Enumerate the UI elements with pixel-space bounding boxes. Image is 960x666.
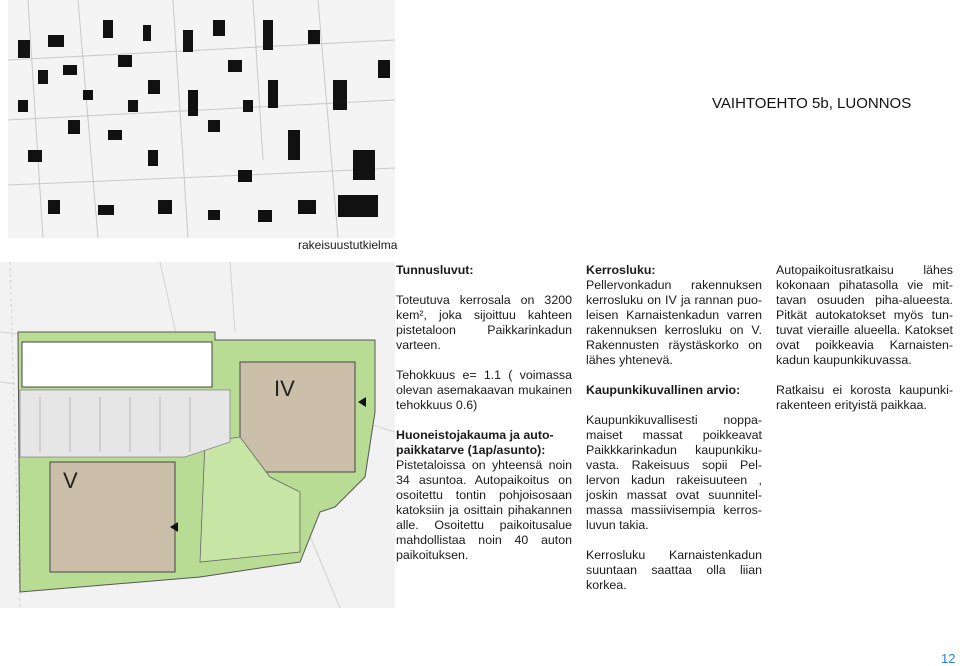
townscape-heading: Kaupunkikuvallinen arvio: xyxy=(586,383,741,397)
page-number: 12 xyxy=(941,651,956,666)
key-figures-paragraph-1: Toteutuva kerrosala on 3200 kem², joka sijoittuu kahteen pistetaloon Paikkarinkadun varteen. xyxy=(396,293,572,352)
floors-paragraph: Pellervonkadun rakennuksen kerrosluku on IV ja rannan puoleisen Karnaistenkadun varren rakennuksen kerrosluku on V. Rakennusten räystäskorko on lähes yhtenevä. xyxy=(586,278,762,367)
key-figures-heading: Tunnusluvut: xyxy=(396,263,474,277)
figure-ground-map xyxy=(8,0,395,238)
column-floors xyxy=(586,263,762,593)
top-map-caption: rakeisuustutkielma xyxy=(298,238,398,252)
apartments-paragraph: Pistetaloissa on yhteensä noin 34 asuntoa. Autopaikoitus on osoitettu tontin pohjoisosaan katoksiin ja osittain pihakannen alle. Osoitettu paikoitusalue mahdollistaa noin 40 auton paikoituksen. xyxy=(396,458,572,562)
site-plan-drawing xyxy=(0,262,395,608)
townscape-paragraph-1: Kaupunkikuvallisesti noppamaiset massat poikkeavat Paikkkarinkadun kaupunkikuvasta. Rakeisuus sopii Pellervon kadun rakeisuuteen , joskin massat ovat suunnitelmassa massiivisempia kerrosluvun takia. xyxy=(586,413,762,532)
parking-paragraph-1: Autopaikoitusratkaisu lähes kokonaan pihatasolla vie mittavan osuuden piha-alueesta. Pitkät autokatokset myös tuntuvat vieraille alueella. Katokset ovat poikkeavia Karnaistenkadun kaupunkikuvassa. xyxy=(776,263,953,367)
townscape-paragraph-2: Kerrosluku Karnaistenkadun suuntaan saattaa olla liian korkea. xyxy=(586,548,762,592)
floors-heading: Kerrosluku: xyxy=(586,263,656,277)
column-key-figures xyxy=(396,263,572,563)
building-v-label: V xyxy=(63,468,78,493)
key-figures-paragraph-2: Tehokkuus e= 1.1 ( voimassa olevan asemakaavan mukainen tehokkuus 0.6) xyxy=(396,368,572,412)
figure-ground-map-drawing xyxy=(8,0,395,238)
apartments-heading: Huoneistojakauma ja autopaikkatarve (1ap/asunto): xyxy=(396,428,554,457)
page-title: VAIHTOEHTO 5b, LUONNOS xyxy=(712,95,912,112)
building-iv-label: IV xyxy=(274,376,295,401)
column-parking xyxy=(776,263,953,413)
parking-paragraph-2: Ratkaisu ei korosta kaupunkirakenteen erityistä paikkaa. xyxy=(776,383,953,412)
site-plan xyxy=(0,262,395,608)
